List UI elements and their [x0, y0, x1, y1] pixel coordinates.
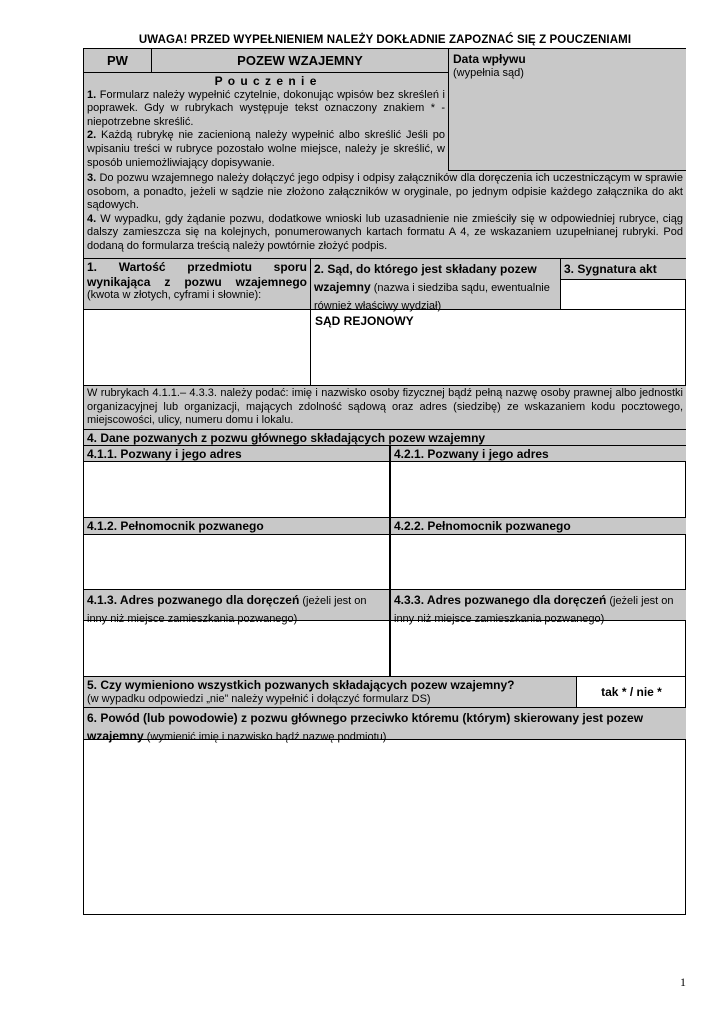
warning-header: UWAGA! PRZED WYPEŁNIENIEM NALEŻY DOKŁADNIE ZAPOZNAĆ SIĘ Z POUCZENIAMI	[138, 34, 632, 46]
section-2-note: (nazwa i siedziba sądu, ewentualnie również właściwy wydział)	[314, 282, 550, 312]
court-field[interactable]	[311, 310, 686, 386]
instructions-box	[84, 73, 449, 171]
rubric-note: W rubrykach 4.1.1.– 4.3.3. należy podać: imię i nazwisko osoby fizycznej bądź pełną nazwę osoby prawnej albo jednostki organizacyjnej lub organizacji, mających zdolność sądową oraz adres (siedzibę) ze wskazaniem kodu pocztowego, miejscowości, ulicy, numeru domu i lokalu.	[84, 386, 686, 430]
delivery-address-2-field[interactable]	[389, 621, 686, 677]
receipt-date-box	[449, 49, 686, 171]
form-title: POZEW WZAJEMNY	[152, 49, 449, 73]
page-number: 1	[680, 975, 686, 989]
section-6-title: 6. Powód (lub powodowie) z pozwu głównego przeciwko któremu (którym) skierowany jest pozew wzajemny	[87, 711, 644, 743]
defendant-2-address-field[interactable]	[389, 462, 686, 518]
section-6-note: (wymienić imię i nazwisko bądź nazwę podmiotu)	[143, 731, 387, 743]
attorney-1-field[interactable]	[84, 535, 389, 590]
section-5-header	[84, 677, 577, 708]
receipt-date-label: Data wpływu	[453, 52, 526, 66]
section-5-title: 5. Czy wymieniono wszystkich pozwanych składających pozew wzajemny?	[87, 678, 515, 692]
instruction-item-4: 4. W wypadku, gdy żądanie pozwu, dodatkowe wnioski lub uzasadnienie nie zmieściły się w odpowiedniej rubryce, ciąg dalszy zamieszcza się na kolejnych, ponumerowanych kartach formatu A 4, ze wskazaniem uzupełnianej rubryki. Pod dodaną do formularza treścią należy powtórnie złożyć podpis.	[87, 212, 683, 252]
instructions-heading: P o u c z e n i e	[214, 74, 318, 88]
section-4-2-2-title: 4.2.2. Pełnomocnik pozwanego	[389, 518, 686, 535]
section-4-1-3-header	[84, 590, 389, 625]
section-4-3-3-title: 4.3.3. Adres pozwanego dla doręczeń	[394, 593, 607, 607]
section-6-header	[84, 708, 686, 743]
instructions-box-wide	[84, 171, 686, 259]
section-4-3-3-note: (jeżeli jest on inny niż miejsce zamieszkania pozwanego)	[394, 595, 674, 625]
section-4-title: 4. Dane pozwanych z pozwu głównego składających pozew wzajemny	[84, 430, 686, 446]
court-value: SĄD REJONOWY	[315, 314, 414, 328]
section-2-title: 2. Sąd, do którego jest składany pozew wzajemny	[314, 262, 537, 294]
section-2-header	[311, 259, 561, 310]
section-4-1-3-note: (jeżeli jest on inny niż miejsce zamieszkania pozwanego)	[87, 595, 367, 625]
form-frame	[83, 48, 686, 915]
instruction-item-1: 1. Formularz należy wypełnić czytelnie, dokonując wpisów bez skreśleń i poprawek. Gdy w rubrykach występuje tekst oznaczony znakiem * - niepotrzebne skreślić.	[87, 88, 445, 128]
instruction-item-2: 2. Każdą rubrykę nie zacienioną należy wypełnić albo skreślić Jeśli po wpisaniu treści w rubryce pozostało wolne miejsce, należy je skreślić, w sposób uniemożliwiający dopisywanie.	[87, 129, 445, 169]
section-4-2-1-title: 4.2.1. Pozwany i jego adres	[389, 446, 686, 462]
section-4-1-2-title: 4.1.2. Pełnomocnik pozwanego	[84, 518, 389, 535]
form-code: PW	[84, 49, 152, 73]
section-4-3-3-header	[389, 590, 686, 625]
instruction-item-3: 3. Do pozwu wzajemnego należy dołączyć jego odpisy i odpisy załączników dla doręczenia ich uczestniczącym w sprawie osobom, a ponadto, jeżeli w sądzie nie złożono załączników w oryginale, po jednym odpisie każdego załącznika do akt sądowych.	[87, 172, 683, 212]
receipt-date-note: (wypełnia sąd)	[453, 66, 524, 79]
section-3-title: 3. Sygnatura akt	[564, 262, 657, 276]
section-1-header	[84, 259, 311, 310]
defendant-1-address-field[interactable]	[84, 462, 389, 518]
section-5-answer[interactable]: tak * / nie *	[577, 677, 686, 708]
case-signature-field[interactable]	[561, 280, 686, 310]
section-3-header	[561, 259, 686, 280]
section-4-1-1-title: 4.1.1. Pozwany i jego adres	[84, 446, 389, 462]
section-4-1-3-title: 4.1.3. Adres pozwanego dla doręczeń	[87, 593, 300, 607]
attorney-2-field[interactable]	[389, 535, 686, 590]
section-1-title: 1. Wartość przedmiotu sporu wynikająca z pozwu wzajemnego	[87, 260, 307, 289]
plaintiff-field[interactable]	[84, 740, 686, 914]
section-5-note: (w wypadku odpowiedzi „nie” należy wypełnić i dołączyć formularz DS)	[87, 692, 431, 705]
claim-value-field[interactable]	[84, 310, 311, 386]
delivery-address-1-field[interactable]	[84, 621, 389, 677]
section-1-note: (kwota w złotych, cyframi i słownie):	[87, 289, 262, 302]
